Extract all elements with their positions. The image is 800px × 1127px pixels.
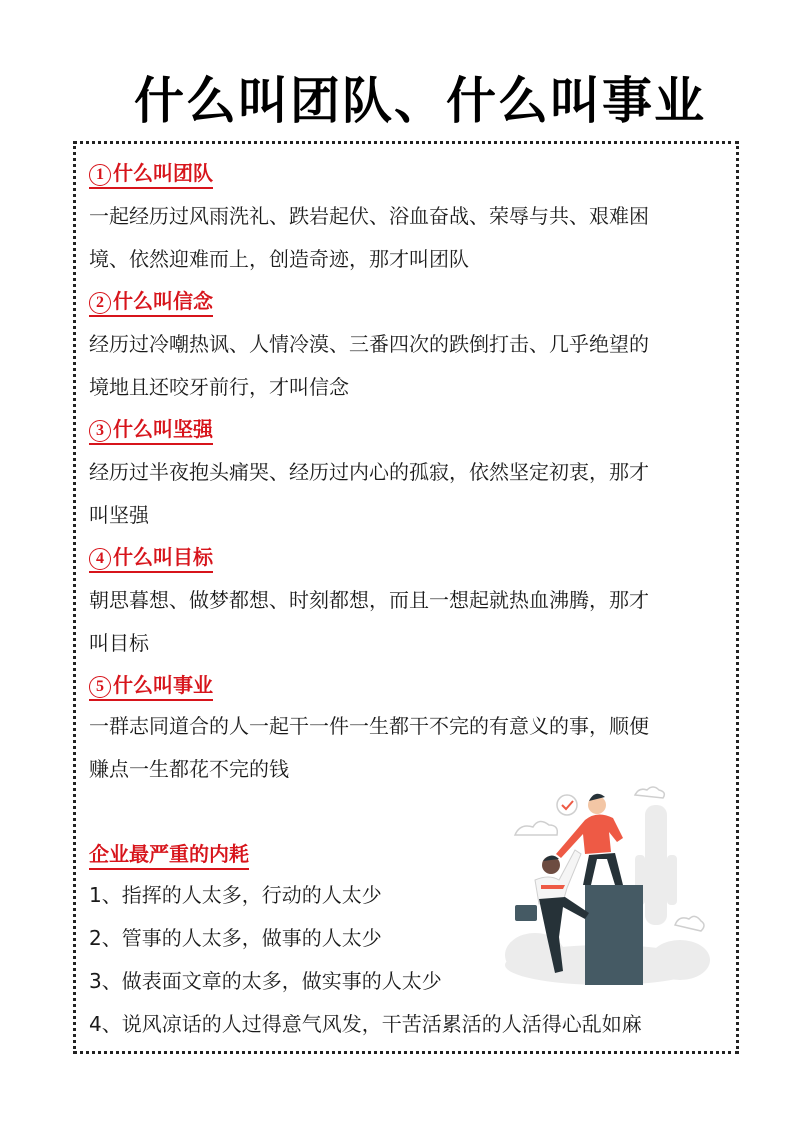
friction-item-3: 3、做表面文章的太多，做实事的人太少 [89,969,442,993]
section-heading-career: 5 什么叫事业 [89,672,213,701]
section-heading-strength: 3 什么叫坚强 [89,416,213,445]
page-title: 什么叫团队、什么叫事业 [134,72,706,130]
section-body-strength: 经历过半夜抱头痛哭、经历过内心的孤寂，依然坚定初衷，那才 叫坚强 [89,460,649,527]
circled-number-5: 5 [89,676,111,698]
section-heading-belief: 2 什么叫信念 [89,288,213,317]
circled-number-1: 1 [89,164,111,186]
section-heading-goal: 4 什么叫目标 [89,544,213,573]
circled-number-2: 2 [89,292,111,314]
section-body-goal: 朝思暮想、做梦都想、时刻都想，而且一想起就热血沸腾，那才 叫目标 [89,588,649,655]
friction-item-2: 2、管事的人太多，做事的人太少 [89,926,382,950]
section-body-career: 一群志同道合的人一起干一件一生都干不完的有意义的事，顺便 赚点一生都花不完的钱 [89,714,649,781]
section-heading-team: 1 什么叫团队 [89,160,213,189]
circled-number-4: 4 [89,548,111,570]
teamwork-helping-hand-illustration-icon [495,775,715,990]
circled-number-3: 3 [89,420,111,442]
friction-item-4: 4、说风凉话的人过得意气风发，干苦活累活的人活得心乱如麻 [89,1012,642,1036]
friction-item-1: 1、指挥的人太多，行动的人太少 [89,883,382,907]
internal-friction-heading: 企业最严重的内耗 [89,841,249,870]
section-body-team: 一起经历过风雨洗礼、跌岩起伏、浴血奋战、荣辱与共、艰难困 境、依然迎难而上，创造奇迹，那才叫团队 [89,204,649,271]
section-body-belief: 经历过冷嘲热讽、人情冷漠、三番四次的跌倒打击、几乎绝望的 境地且还咬牙前行，才叫信念 [89,332,649,399]
